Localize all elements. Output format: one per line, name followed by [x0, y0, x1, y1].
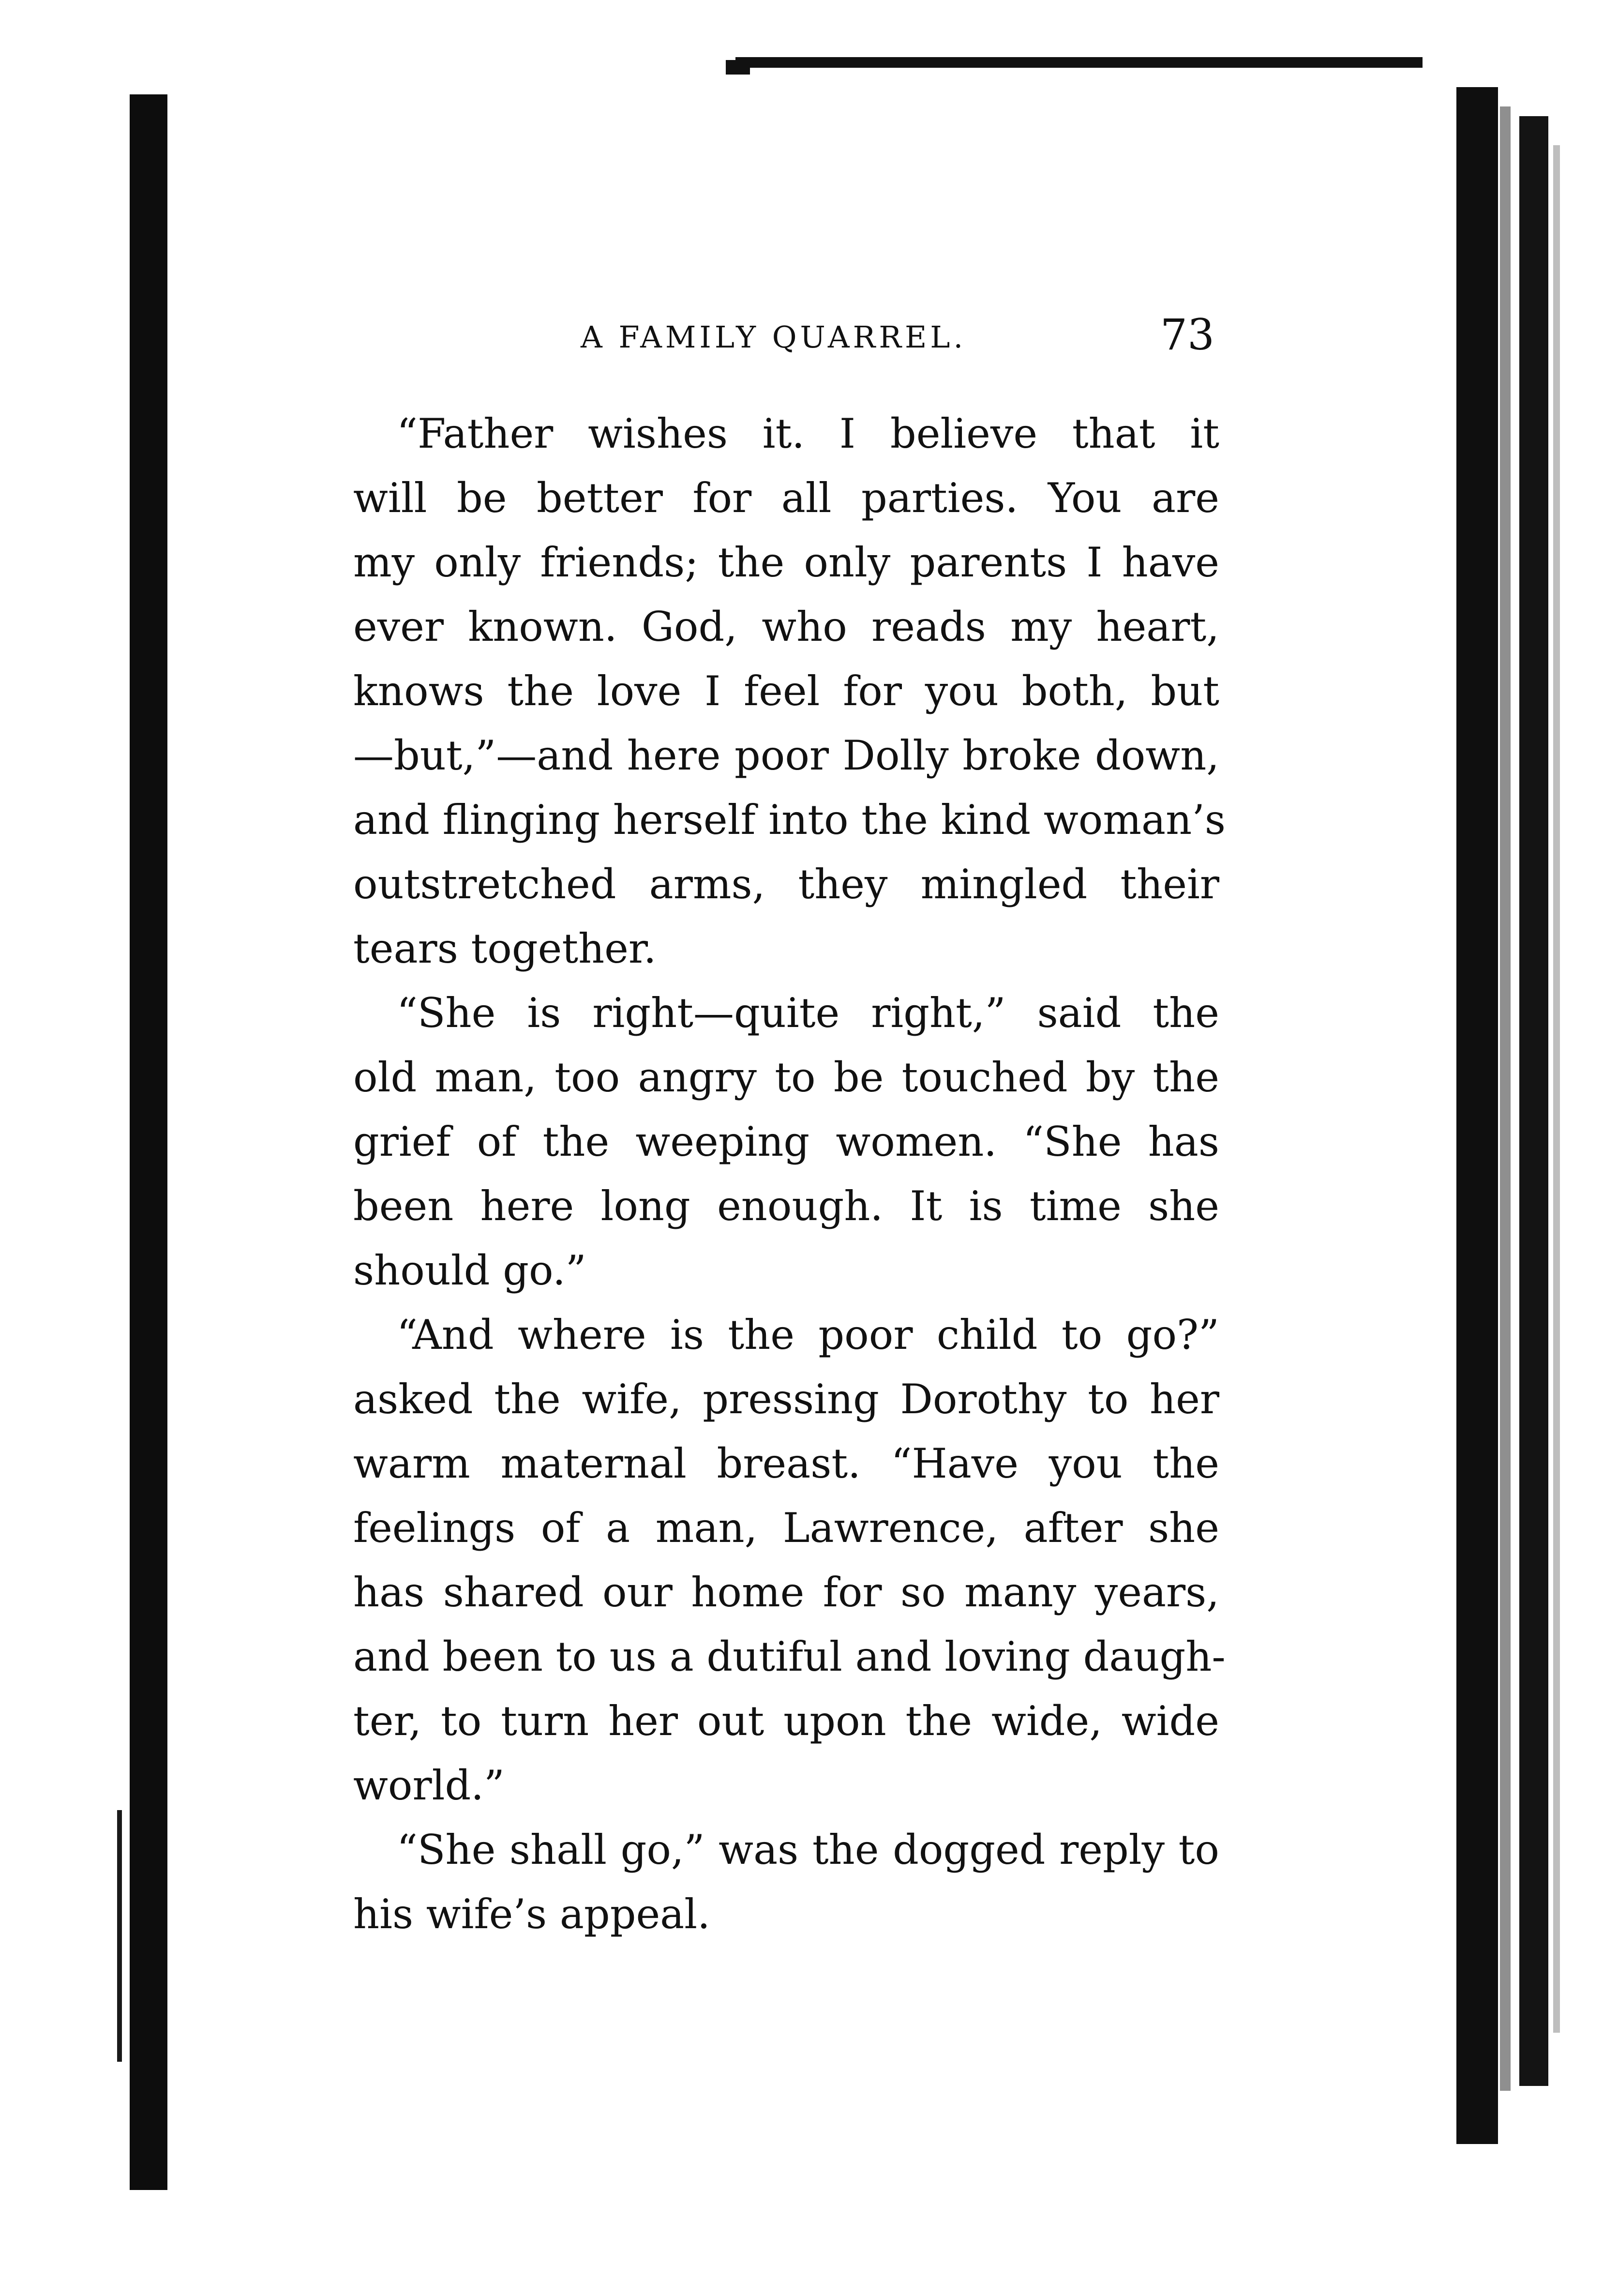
running-title: A FAMILY QUARREL.: [581, 319, 967, 355]
text-line: —but,”—and here poor Dolly broke down,: [353, 732, 1219, 779]
scan-edge-right-shadow: [1500, 106, 1511, 2091]
scan-binding-left: [130, 94, 167, 2190]
scan-edge-right-outer: [1519, 116, 1548, 2086]
text-line: outstretched arms, they mingled their: [353, 861, 1219, 908]
text-line: my only friends; the only parents I have: [353, 539, 1219, 586]
text-line: tears together.: [353, 925, 657, 972]
page-number: 73: [1160, 310, 1214, 360]
text-line: ever known. God, who reads my heart,: [353, 603, 1219, 650]
scan-edge-left-thin: [117, 1810, 122, 2062]
scan-edge-top: [735, 57, 1423, 68]
body-text: [353, 402, 1226, 1947]
text-line: old man, too angry to be touched by the: [353, 1054, 1219, 1101]
text-line: been here long enough. It is time she: [353, 1182, 1219, 1230]
text-line: and flinging herself into the kind woman’s: [353, 796, 1226, 844]
text-line: world.”: [353, 1762, 505, 1809]
text-line: “And where is the poor child to go?”: [397, 1311, 1219, 1359]
text-line: asked the wife, pressing Dorothy to her: [353, 1375, 1219, 1423]
text-line: grief of the weeping women. “She has: [353, 1118, 1219, 1165]
text-line: “Father wishes it. I believe that it: [397, 410, 1219, 457]
text-line: his wife’s appeal.: [353, 1890, 710, 1938]
text-line: feelings of a man, Lawrence, after she: [353, 1504, 1219, 1552]
text-line: and been to us a dutiful and loving daugh-: [353, 1633, 1226, 1680]
scan-edge-right: [1456, 87, 1498, 2144]
text-line: has shared our home for so many years,: [353, 1569, 1219, 1616]
text-line: knows the love I feel for you both, but: [353, 667, 1219, 715]
text-line: “She shall go,” was the dogged reply to: [397, 1826, 1219, 1873]
paragraph-1: [353, 402, 1226, 981]
scan-edge-top-cap: [726, 60, 750, 75]
text-line: will be better for all parties. You are: [353, 474, 1219, 522]
text-line: warm maternal breast. “Have you the: [353, 1440, 1219, 1487]
paragraph-4: [353, 1818, 1219, 1947]
paragraph-3: [353, 1303, 1226, 1818]
text-line: ter, to turn her out upon the wide, wide: [353, 1697, 1219, 1745]
text-line: should go.”: [353, 1247, 586, 1294]
text-line: “She is right—quite right,” said the: [397, 989, 1219, 1037]
running-head: [353, 310, 1224, 368]
paragraph-2: [353, 981, 1219, 1303]
scan-edge-right-noise: [1553, 145, 1560, 2033]
